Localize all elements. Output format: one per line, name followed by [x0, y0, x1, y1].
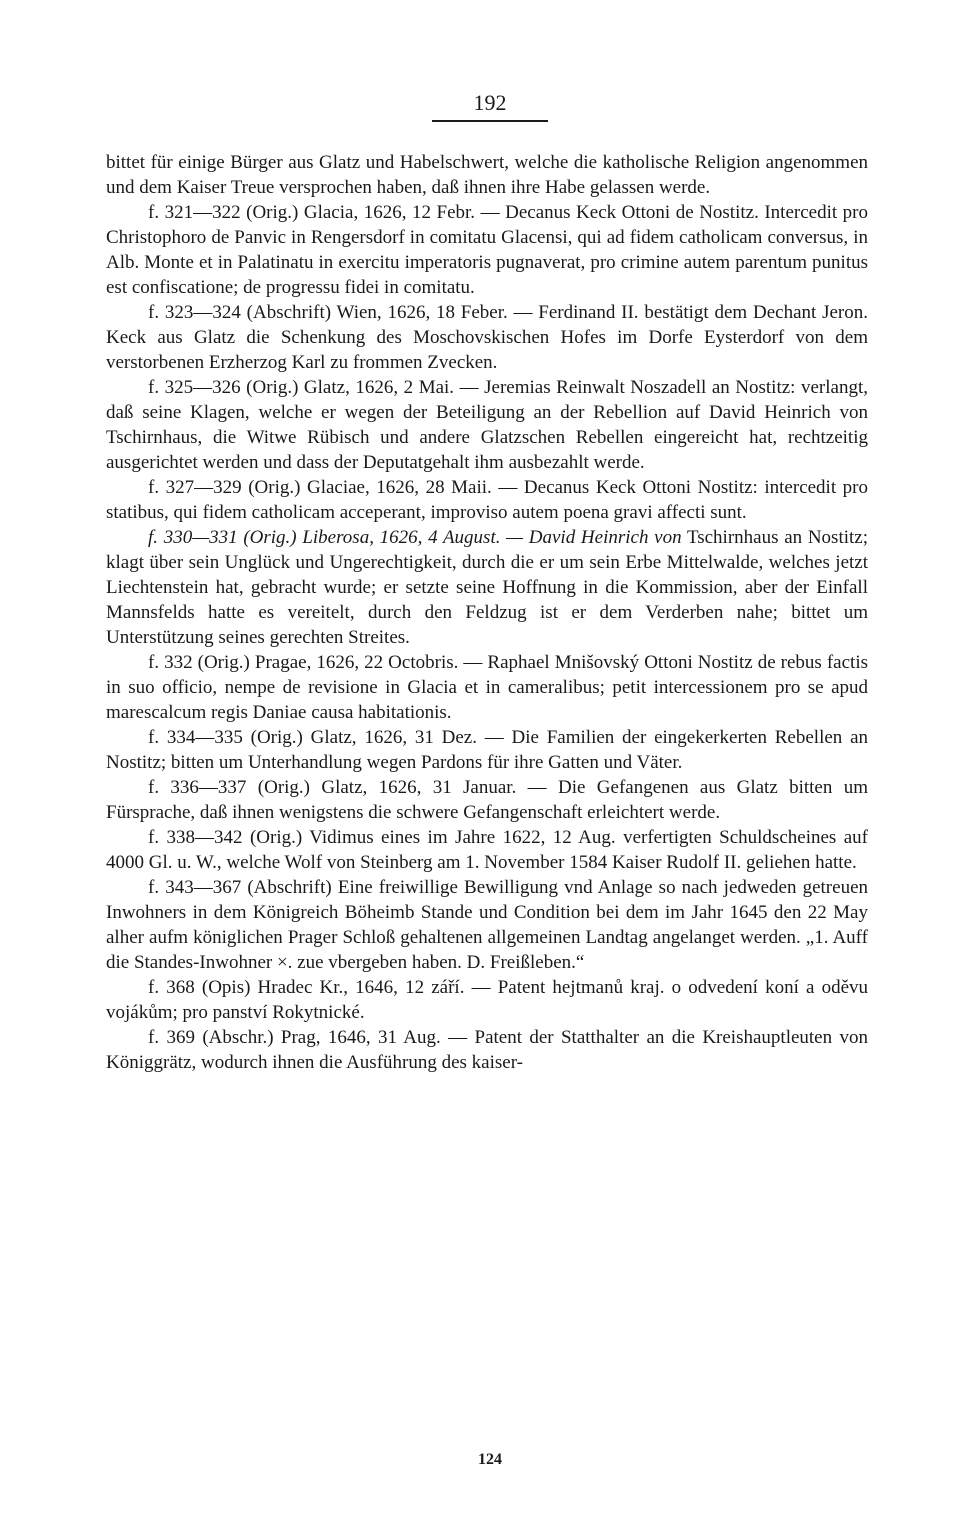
page-number: 192 — [473, 90, 507, 115]
signature-mark: 124 — [478, 1451, 502, 1468]
entry-text: bittet für einige Bürger aus Glatz und Habelschwert, welche die katholische Religion angenommen und dem Kaiser Treue versprochen haben, daß ihnen ihre Habe gelassen werde. — [106, 152, 868, 198]
entry-paragraph — [106, 475, 868, 525]
entry-text: f. 325—326 (Orig.) Glatz, 1626, 2 Mai. — Jeremias Reinwalt Noszadell an Nostitz: verlangt, daß seine Klagen, welche er wegen der Beteiligung an der Rebellion auf David Heinrich von Tschirnhaus, die Witwe Rübisch und andere Glatzschen Rebellen eingereicht hat, rechtzeitig ausgerichtet werden und dass der Deputatgehalt ihm ausbezahlt werde. — [106, 377, 868, 473]
entry-paragraph — [106, 1025, 868, 1075]
entry-paragraph — [106, 650, 868, 725]
entry-paragraph — [106, 975, 868, 1025]
entry-paragraph — [106, 525, 868, 650]
entry-text: f. 338—342 (Orig.) Vidimus eines im Jahre 1622, 12 Aug. verfertigten Schuldscheines auf 4000 Gl. u. W., welche Wolf von Steinberg am 1. November 1584 Kaiser Rudolf II. geliehen hatte. — [106, 827, 868, 873]
entry-text: f. 321—322 (Orig.) Glacia, 1626, 12 Febr. — Decanus Keck Ottoni de Nostitz. Intercedit pro Christophoro de Panvic in Rengersdorf in comitatu Glacensi, qui ad fidem catholicam conversus, in Alb. Monte et in Palatinatu in exercitu imperatoris pugnaverat, pro crimine autem parentum punitus est confiscatione; de progressu fidei in comitatu. — [106, 202, 868, 298]
entry-text: f. 327—329 (Orig.) Glaciae, 1626, 28 Maii. — Decanus Keck Ottoni Nostitz: intercedit pro statibus, qui fidem catholicam acceperant, improviso autem poena gravi affecti sunt. — [106, 477, 868, 523]
entry-text: f. 369 (Abschr.) Prag, 1646, 31 Aug. — Patent der Statthalter an die Kreishauptleuten von Königgrätz, wodurch ihnen die Ausführung des kaiser- — [106, 1027, 868, 1073]
entry-text: Tschirnhaus an Nostitz; klagt über sein Unglück und Ungerechtigkeit, durch die er um sein Erbe Mittelwalde, welches jetzt Liechtenstein hat, gebracht wurde; er setzte seine Hoffnung in die Kommission, aber der Einfall Mannsfelds hatte es vereitelt, durch den Feldzug ist er dem Verderben nahe; bittet um Unterstützung seines gerechten Streites. — [106, 527, 868, 648]
header-rule — [432, 120, 548, 122]
entry-paragraph — [106, 775, 868, 825]
page-body — [106, 150, 868, 1075]
entry-paragraph — [106, 300, 868, 375]
entry-paragraph — [106, 725, 868, 775]
entry-text: f. 323—324 (Abschrift) Wien, 1626, 18 Feber. — Ferdinand II. bestätigt dem Dechant Jeron. Keck aus Glatz die Schenkung des Moschovskischen Hofes im Dorfe Eysterdorf von dem verstorbenen Erzherzog Karl zu frommen Zvecken. — [106, 302, 868, 373]
entry-text: f. 336—337 (Orig.) Glatz, 1626, 31 Januar. — Die Gefangenen aus Glatz bitten um Fürsprache, daß ihnen wenigstens die schwere Gefangenschaft erleichtert werde. — [106, 777, 868, 823]
entry-paragraph — [106, 875, 868, 975]
entry-paragraph — [106, 825, 868, 875]
entry-text: f. 343—367 (Abschrift) Eine freiwillige Bewilligung vnd Anlage so nach jedweden getreuen Inwohners in dem Königreich Böheimb Stande und Condition bei dem im Jahr 1645 den 22 May alher aufm königlichen Prager Schloß gehaltenen allgemeinen Landtag angelanget werden. „1. Auff die Standes-Inwohner ×. zue vbergeben haben. D. Freißleben.“ — [106, 877, 868, 973]
entry-text: f. 368 (Opis) Hradec Kr., 1646, 12 září. — Patent hejtmanů kraj. o odvedení koní a oděvu vojákům; pro panství Rokytnické. — [106, 977, 868, 1023]
entry-text: f. 332 (Orig.) Pragae, 1626, 22 Octobris. — Raphael Mnišovský Ottoni Nostitz de rebus factis in suo officio, nempe de revisione in Glacia et in cameralibus; petit intercessionem pro se apud marescalcum regis Daniae causa habitationis. — [106, 652, 868, 723]
entry-paragraph — [106, 375, 868, 475]
entry-text: f. 334—335 (Orig.) Glatz, 1626, 31 Dez. — Die Familien der eingekerkerten Rebellen an Nostitz; bitten um Unterhandlung wegen Pardons für ihre Gatten und Väter. — [106, 727, 868, 773]
entry-paragraph — [106, 200, 868, 300]
entry-italic-lead: f. 330—331 (Orig.) Liberosa, 1626, 4 August. — David Heinrich von — [148, 527, 682, 548]
entry-paragraph-continued — [106, 150, 868, 200]
